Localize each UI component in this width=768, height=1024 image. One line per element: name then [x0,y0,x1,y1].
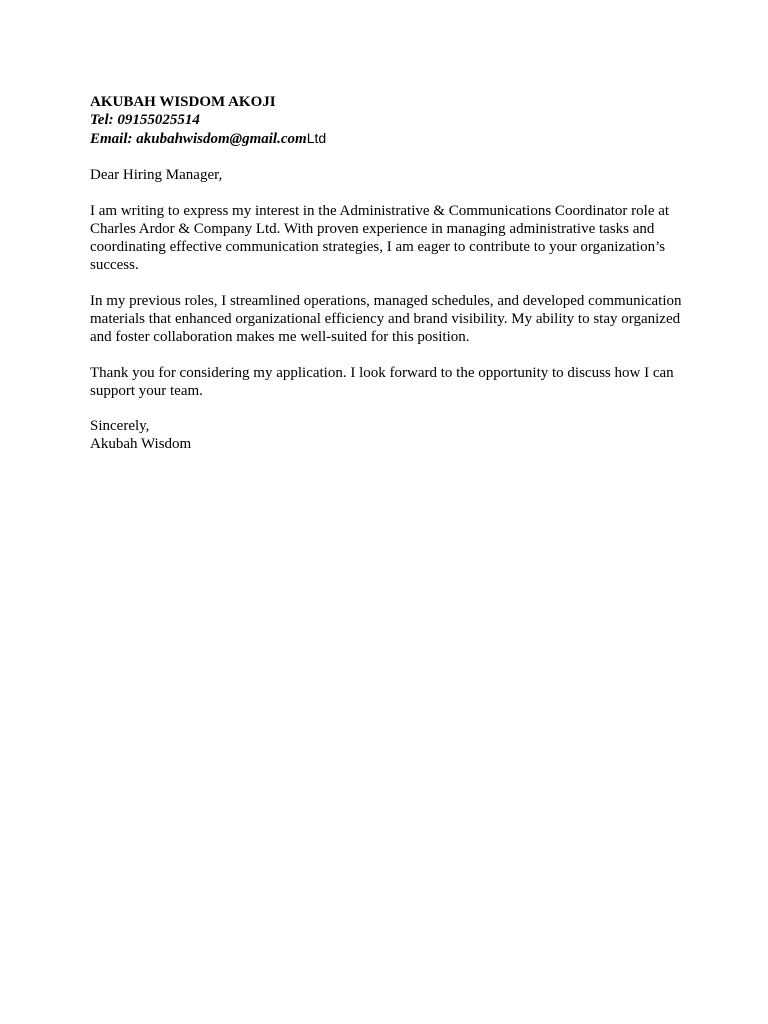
email-line [90,129,690,148]
paragraph-thanks: Thank you for considering my application. I look forward to the opportunity to discuss how I can support your team. [90,365,674,399]
paragraph-experience: In my previous roles, I streamlined operations, managed schedules, and developed communication materials that enhanced organizational efficiency and brand visibility. My ability to stay organized and foster collaboration makes me well-suited for this position. [90,293,682,345]
email-suffix: Ltd [306,130,327,146]
phone-number: Tel: 09155025514 [90,112,200,128]
salutation: Dear Hiring Manager, [90,167,223,183]
closing: Sincerely, [90,418,150,434]
letter-page [90,93,690,453]
signature: Akubah Wisdom [90,436,192,452]
email-address: Email: akubahwisdom@gmail.com [90,131,307,147]
paragraph-intro: I am writing to express my interest in the Administrative & Communications Coordinator role at Charles Ardor & Company Ltd. With proven experience in managing administrative tasks and coordinating effective communication strategies, I am eager to contribute to your organization’s success. [90,203,670,273]
applicant-name: AKUBAH WISDOM AKOJI [90,94,276,110]
